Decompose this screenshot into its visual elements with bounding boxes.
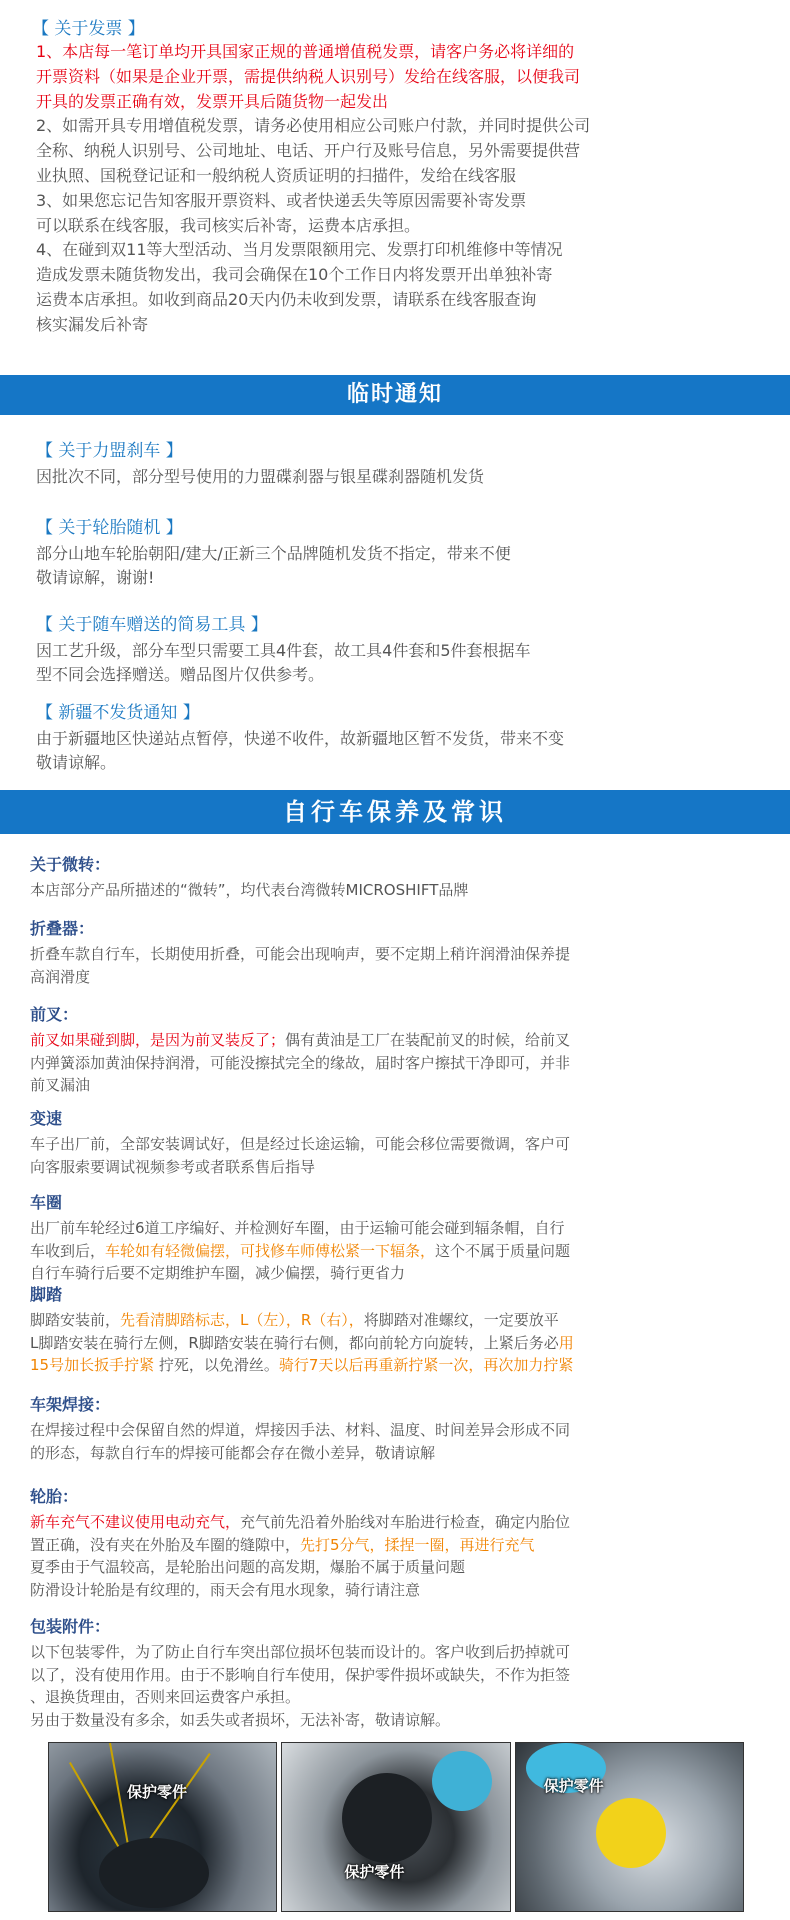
notice-tire bbox=[36, 513, 776, 590]
care-shift bbox=[30, 1106, 765, 1178]
invoice-p3-line2: 可以联系在线客服，我司核实后补寄，运费本店承担。 bbox=[36, 215, 421, 235]
care-pedal-title: 脚踏 bbox=[30, 1285, 63, 1304]
care-folder-title: 折叠器： bbox=[30, 919, 95, 938]
care-tire-text-1: 充气前先沿着外胎线对车胎进行检查，确定内胎位 bbox=[240, 1513, 571, 1531]
invoice-p4-line4: 核实漏发后补寄 bbox=[36, 314, 149, 334]
care-packing-text-2: 以了，没有使用作用。由于不影响自行车使用，保护零件损坏或缺失，不作为拒签 bbox=[30, 1665, 571, 1684]
care-packing-title: 包装附件： bbox=[30, 1617, 111, 1636]
care-tire bbox=[30, 1484, 765, 1601]
care-fork-text-3: 前叉漏油 bbox=[30, 1076, 91, 1094]
care-folder bbox=[30, 916, 765, 988]
notice-brake-title: 【 关于力盟刹车 】 bbox=[36, 441, 183, 461]
care-microshift-title: 关于微转： bbox=[30, 855, 111, 874]
care-pedal-text-2a: L脚踏安装在骑行左侧，R脚踏安装在骑行右侧，都向前轮方向旋转，上紧后务必 bbox=[30, 1333, 559, 1352]
photo-caption-3: 保护零件 bbox=[543, 1777, 604, 1795]
invoice-p1-line3: 开具的发票正确有效，发票开具后随货物一起发出 bbox=[36, 91, 389, 111]
care-microshift bbox=[30, 852, 765, 902]
invoice-p4-line1: 4、在碰到双11等大型活动、当月发票限额用完、发票打印机维修中等情况 bbox=[36, 240, 563, 260]
care-pedal-highlight-3: 15号加长扳手拧紧 bbox=[30, 1356, 155, 1374]
invoice-p2-line1: 2、如需开具专用增值税发票，请务必使用相应公司账户付款，并同时提供公司 bbox=[36, 116, 591, 136]
care-fork bbox=[30, 1002, 765, 1097]
care-fork-title: 前叉： bbox=[30, 1005, 79, 1024]
notice-brake bbox=[36, 436, 776, 489]
notice-tire-text-2: 敬请谅解，谢谢! bbox=[36, 568, 155, 587]
photo-caption-2: 保护零件 bbox=[344, 1863, 405, 1881]
care-folder-text-1: 折叠车款自行车，长期使用折叠，可能会出现响声，要不定期上稍许润滑油保养提 bbox=[30, 945, 571, 963]
care-shift-text-1: 车子出厂前，全部安装调试好，但是经过长途运输，可能会移位需要微调，客户可 bbox=[30, 1135, 571, 1153]
notice-brake-text: 因批次不同，部分型号使用的力盟碟刹器与银星碟刹器随机发货 bbox=[36, 467, 485, 486]
photo-fork-protector bbox=[515, 1742, 744, 1912]
care-rim-text-1: 出厂前车轮经过6道工序编好、并检测好车圈，由于运输可能会碰到辐条帽，自行 bbox=[30, 1219, 565, 1237]
care-frame-text-2: 的形态，每款自行车的焊接可能都会存在微小差异，敬请谅解 bbox=[30, 1443, 436, 1462]
invoice-p3-line1: 3、如果您忘记告知客服开票资料、或者快递丢失等原因需要补寄发票 bbox=[36, 190, 527, 210]
care-tire-text-4: 防滑设计轮胎是有纹理的，雨天会有甩水现象，骑行请注意 bbox=[30, 1580, 421, 1599]
invoice-p1-line2: 开票资料（如果是企业开票，需提供纳税人识别号）发给在线客服，以便我司 bbox=[36, 66, 581, 86]
photo-axle-protector bbox=[281, 1742, 510, 1912]
care-pedal-highlight-2: 用 bbox=[558, 1333, 574, 1352]
care-tire-warning: 新车充气不建议使用电动充气， bbox=[30, 1513, 241, 1531]
care-fork-warning: 前叉如果碰到脚，是因为前叉装反了； bbox=[30, 1031, 286, 1049]
invoice-p1-line1: 1、本店每一笔订单均开具国家正规的普通增值税发票，请客户务必将详细的 bbox=[36, 42, 575, 61]
care-rim-text-2b: 这个不属于质量问题 bbox=[435, 1241, 571, 1260]
care-packing-text-3: 、退换货理由，否则来回运费客户承担。 bbox=[30, 1688, 301, 1706]
care-folder-text-2: 高润滑度 bbox=[30, 967, 91, 986]
notice-tire-title: 【 关于轮胎随机 】 bbox=[36, 518, 183, 538]
care-tire-text-3: 夏季由于气温较高，是轮胎出问题的高发期，爆胎不属于质量问题 bbox=[30, 1558, 466, 1576]
notice-tools-text-2: 型不同会选择赠送。赠品图片仅供参考。 bbox=[36, 665, 325, 684]
invoice-p4-line3: 运费本店承担。如收到商品20天内仍未收到发票，请联系在线客服查询 bbox=[36, 289, 537, 309]
notice-xinjiang bbox=[36, 698, 776, 775]
notice-tools-title: 【 关于随车赠送的简易工具 】 bbox=[36, 615, 268, 635]
notice-tire-text-1: 部分山地车轮胎朝阳/建大/正新三个品牌随机发货不指定，带来不便 bbox=[36, 544, 511, 563]
care-fork-text-2: 内弹簧添加黄油保持润滑，可能没擦拭完全的缘故，届时客户擦拭干净即可，并非 bbox=[30, 1053, 571, 1072]
care-frame-title: 车架焊接： bbox=[30, 1395, 111, 1414]
care-packing bbox=[30, 1614, 765, 1731]
care-shift-title: 变速 bbox=[30, 1109, 63, 1128]
care-rim-highlight: 车轮如有轻微偏摆，可找修车师傅松紧一下辐条， bbox=[105, 1241, 436, 1260]
notice-tools-text-1: 因工艺升级，部分车型只需要工具4件套，故工具4件套和5件套根据车 bbox=[36, 641, 531, 660]
care-pedal bbox=[30, 1282, 765, 1377]
care-fork-text-1: 偶有黄油是工厂在装配前叉的时候，给前叉 bbox=[285, 1031, 571, 1049]
care-rim bbox=[30, 1190, 765, 1285]
care-rim-text-2a: 车收到后， bbox=[30, 1241, 106, 1260]
notice-tools bbox=[36, 610, 776, 687]
care-banner: 自行车保养及常识 bbox=[0, 790, 790, 834]
care-pedal-text-3: 拧死，以免滑丝。 bbox=[154, 1356, 279, 1374]
care-microshift-text: 本店部分产品所描述的“微转”，均代表台湾微转MICROSHIFT品牌 bbox=[30, 881, 469, 899]
care-tire-text-2a: 置正确，没有夹在外胎及车圈的缝隙中， bbox=[30, 1535, 301, 1554]
protective-parts-photos bbox=[48, 1742, 744, 1912]
care-tire-title: 轮胎： bbox=[30, 1487, 79, 1506]
invoice-p2-line3: 业执照、国税登记证和一般纳税人资质证明的扫描件，发给在线客服 bbox=[36, 165, 517, 185]
notice-xinjiang-title: 【 新疆不发货通知 】 bbox=[36, 703, 200, 723]
invoice-body bbox=[36, 40, 771, 338]
invoice-p4-line2: 造成发票未随货物发出，我司会确保在10个工作日内将发票开出单独补寄 bbox=[36, 265, 553, 285]
care-frame bbox=[30, 1392, 765, 1464]
care-pedal-text-1b: 将脚踏对准螺纹，一定要放平 bbox=[363, 1311, 559, 1329]
care-pedal-highlight-4: 骑行7天以后再重新拧紧一次，再次加力拧紧 bbox=[278, 1356, 574, 1374]
invoice-title: 【 关于发票 】 bbox=[32, 19, 145, 39]
invoice-p2-line2: 全称、纳税人识别号、公司地址、电话、开户行及账号信息，另外需要提供营 bbox=[36, 141, 581, 161]
care-packing-text-1: 以下包装零件，为了防止自行车突出部位损坏包装而设计的。客户收到后扔掉就可 bbox=[30, 1643, 571, 1661]
care-pedal-highlight-1: 先看清脚踏标志，L（左），R（右）， bbox=[120, 1311, 364, 1329]
notice-xinjiang-text-1: 由于新疆地区快递站点暂停，快递不收件，故新疆地区暂不发货，带来不变 bbox=[36, 729, 565, 748]
care-shift-text-2: 向客服索要调试视频参考或者联系售后指导 bbox=[30, 1157, 316, 1176]
photo-caption-1: 保护零件 bbox=[127, 1783, 188, 1801]
care-tire-highlight: 先打5分气，揉捏一圈，再进行充气 bbox=[300, 1535, 535, 1554]
care-frame-text-1: 在焊接过程中会保留自然的焊道，焊接因手法、材料、温度、时间差异会形成不同 bbox=[30, 1421, 571, 1439]
care-pedal-text-1a: 脚踏安装前， bbox=[30, 1311, 121, 1329]
notice-banner: 临时通知 bbox=[0, 375, 790, 415]
care-rim-text-3: 自行车骑行后要不定期维护车圈，减少偏摆，骑行更省力 bbox=[30, 1264, 406, 1282]
notice-xinjiang-text-2: 敬请谅解。 bbox=[36, 753, 117, 772]
photo-hub-protector bbox=[48, 1742, 277, 1912]
care-rim-title: 车圈 bbox=[30, 1193, 63, 1212]
care-packing-text-4: 另由于数量没有多余，如丢失或者损坏，无法补寄，敬请谅解。 bbox=[30, 1710, 451, 1729]
